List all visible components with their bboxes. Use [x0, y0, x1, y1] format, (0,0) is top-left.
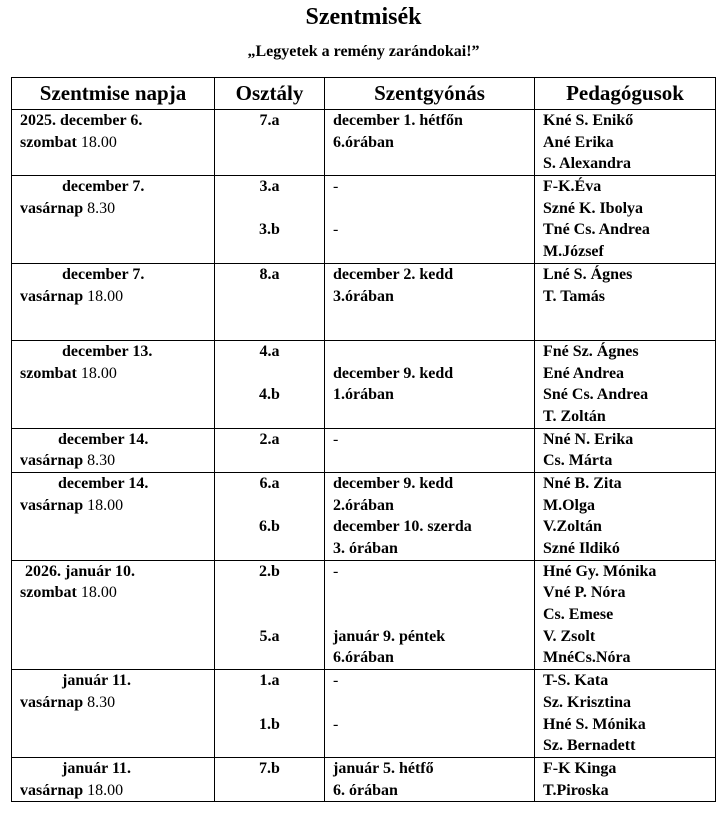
- confession-cell: [325, 560, 535, 669]
- mass-date: december 7.: [62, 178, 145, 196]
- table-row: [12, 670, 716, 758]
- confession-text: -: [333, 562, 339, 580]
- teacher-name: Nné B. Zita: [543, 474, 622, 492]
- confession-text: 6. órában: [333, 781, 398, 799]
- class-cell: [215, 263, 325, 340]
- teacher-name: M.József: [543, 243, 604, 261]
- confession-text: 6.órában: [333, 649, 394, 667]
- class-label: 8.a: [259, 265, 280, 283]
- teachers-cell: [535, 670, 716, 758]
- teachers-cell: [535, 176, 716, 264]
- mass-date-cell: [12, 757, 215, 801]
- class-cell: [215, 176, 325, 264]
- teacher-name: M.Olga: [543, 496, 595, 514]
- table-row: [12, 560, 716, 669]
- class-label: 2.b: [259, 562, 280, 580]
- mass-day: vasárnap: [20, 693, 84, 711]
- teacher-name: Hné Gy. Mónika: [543, 562, 657, 580]
- mass-date: 2025. december 6.: [20, 112, 143, 129]
- mass-time: 18.00: [87, 781, 124, 799]
- mass-date: január 11.: [62, 759, 132, 777]
- teacher-name: MnéCs.Nóra: [543, 649, 631, 667]
- teachers-cell: [535, 340, 716, 428]
- confession-text: -: [333, 430, 339, 448]
- teacher-name: Sz. Krisztina: [543, 693, 631, 711]
- mass-date-cell: [12, 560, 215, 669]
- teachers-cell: [535, 263, 716, 340]
- confession-cell: [325, 472, 535, 560]
- mass-schedule-table: [11, 77, 716, 802]
- confession-cell: [325, 263, 535, 340]
- class-label: 3.b: [259, 221, 280, 239]
- teacher-name: Cs. Márta: [543, 452, 613, 470]
- column-header-class: Osztály: [215, 78, 325, 110]
- confession-text: 3. órában: [333, 540, 398, 557]
- confession-cell: [325, 176, 535, 264]
- teachers-cell: [535, 110, 716, 176]
- confession-text: január 9. péntek: [333, 627, 446, 645]
- confession-text: 1.órában: [333, 386, 394, 404]
- teacher-name: Vné P. Nóra: [543, 584, 626, 602]
- class-label: 4.a: [259, 342, 280, 360]
- column-header-date: Szentmise napja: [12, 78, 215, 110]
- mass-date: december 7.: [62, 265, 145, 283]
- confession-cell: [325, 670, 535, 758]
- teacher-name: T. Tamás: [543, 287, 605, 305]
- mass-time: 18.00: [87, 287, 124, 305]
- table-row: [12, 757, 716, 801]
- column-header-teachers: Pedagógusok: [535, 78, 716, 110]
- teacher-name: T-S. Kata: [543, 672, 609, 690]
- mass-time: 8.30: [87, 452, 116, 470]
- teacher-name: V.Zoltán: [543, 518, 602, 536]
- mass-date: december 14.: [58, 474, 149, 492]
- confession-text: 3.órában: [333, 287, 394, 305]
- teacher-name: Szné K. Ibolya: [543, 199, 644, 217]
- teacher-name: Sné Cs. Andrea: [543, 386, 649, 404]
- class-label: 5.a: [259, 627, 280, 645]
- confession-text: 2.órában: [333, 496, 394, 514]
- mass-day: szombat: [20, 584, 77, 602]
- mass-day: vasárnap: [20, 781, 84, 799]
- mass-date: január 11.: [62, 672, 132, 690]
- column-header-confession: Szentgyónás: [325, 78, 535, 110]
- class-cell: [215, 472, 325, 560]
- mass-time: 18.00: [80, 584, 117, 602]
- teacher-name: Fné Sz. Ágnes: [543, 342, 639, 360]
- mass-date-cell: [12, 428, 215, 472]
- class-cell: [215, 340, 325, 428]
- confession-text: december 10. szerda: [333, 518, 472, 536]
- teacher-name: Ené Andrea: [543, 364, 625, 382]
- class-label: 3.a: [259, 178, 280, 196]
- mass-date-cell: [12, 176, 215, 264]
- mass-day: vasárnap: [20, 287, 84, 305]
- class-label: 4.b: [259, 386, 280, 404]
- mass-date-cell: [12, 670, 215, 758]
- teacher-name: T. Zoltán: [543, 407, 606, 425]
- table-row: [12, 340, 716, 428]
- teacher-name: T.Piroska: [543, 781, 609, 799]
- confession-cell: [325, 757, 535, 801]
- class-label: 6.a: [259, 474, 280, 492]
- confession-text: -: [333, 178, 339, 196]
- table-header-row: [12, 78, 716, 110]
- teacher-name: S. Alexandra: [543, 155, 632, 173]
- mass-date-cell: [12, 263, 215, 340]
- table-row: [12, 428, 716, 472]
- confession-text: december 1. hétfőn: [333, 112, 463, 129]
- teacher-name: Cs. Emese: [543, 606, 614, 624]
- table-row: [12, 263, 716, 340]
- mass-time: 8.30: [87, 693, 116, 711]
- confession-cell: [325, 110, 535, 176]
- mass-date: december 14.: [58, 430, 149, 448]
- mass-time: 8.30: [87, 199, 116, 217]
- confession-text: -: [333, 221, 339, 239]
- class-cell: [215, 560, 325, 669]
- page-subtitle: „Legyetek a remény zarándokai!”: [247, 43, 480, 60]
- class-label: 7.a: [259, 112, 280, 129]
- confession-text: december 9. kedd: [333, 474, 454, 492]
- confession-text: 6.órában: [333, 133, 394, 151]
- confession-text: december 2. kedd: [333, 265, 454, 283]
- mass-time: 18.00: [80, 133, 117, 151]
- mass-day: szombat: [20, 364, 77, 382]
- class-cell: [215, 428, 325, 472]
- teachers-cell: [535, 757, 716, 801]
- teacher-name: Hné S. Mónika: [543, 715, 646, 733]
- mass-date: 2026. január 10.: [25, 562, 135, 580]
- confession-text: január 5. hétfő: [333, 759, 434, 777]
- table-row: [12, 472, 716, 560]
- teacher-name: Kné S. Enikő: [543, 112, 634, 129]
- teachers-cell: [535, 472, 716, 560]
- teacher-name: F-K.Éva: [543, 178, 602, 196]
- teacher-name: Tné Cs. Andrea: [543, 221, 650, 239]
- teachers-cell: [535, 428, 716, 472]
- teacher-name: F-K Kinga: [543, 759, 617, 777]
- mass-date-cell: [12, 340, 215, 428]
- teacher-name: Nné N. Erika: [543, 430, 634, 448]
- mass-day: szombat: [20, 133, 77, 151]
- mass-day: vasárnap: [20, 452, 84, 470]
- teacher-name: Ané Erika: [543, 133, 614, 151]
- mass-date-cell: [12, 110, 215, 176]
- table-row: [12, 176, 716, 264]
- teacher-name: Lné S. Ágnes: [543, 265, 633, 283]
- class-label: 1.a: [259, 672, 280, 690]
- teacher-name: V. Zsolt: [543, 627, 596, 645]
- confession-cell: [325, 428, 535, 472]
- class-cell: [215, 670, 325, 758]
- teacher-name: Szné Ildikó: [543, 540, 620, 557]
- confession-text: december 9. kedd: [333, 364, 454, 382]
- table-row: [12, 110, 716, 176]
- confession-cell: [325, 340, 535, 428]
- mass-day: vasárnap: [20, 496, 84, 514]
- mass-time: 18.00: [80, 364, 117, 382]
- class-cell: [215, 757, 325, 801]
- class-label: 6.b: [259, 518, 280, 536]
- mass-day: vasárnap: [20, 199, 84, 217]
- teacher-name: Sz. Bernadett: [543, 737, 636, 755]
- class-label: 1.b: [259, 715, 280, 733]
- class-label: 7.b: [259, 759, 280, 777]
- page-title: Szentmisék: [305, 4, 422, 30]
- class-label: 2.a: [259, 430, 280, 448]
- mass-date-cell: [12, 472, 215, 560]
- class-cell: [215, 110, 325, 176]
- teachers-cell: [535, 560, 716, 669]
- confession-text: -: [333, 715, 339, 733]
- confession-text: -: [333, 672, 339, 690]
- mass-time: 18.00: [87, 496, 124, 514]
- mass-date: december 13.: [62, 342, 153, 360]
